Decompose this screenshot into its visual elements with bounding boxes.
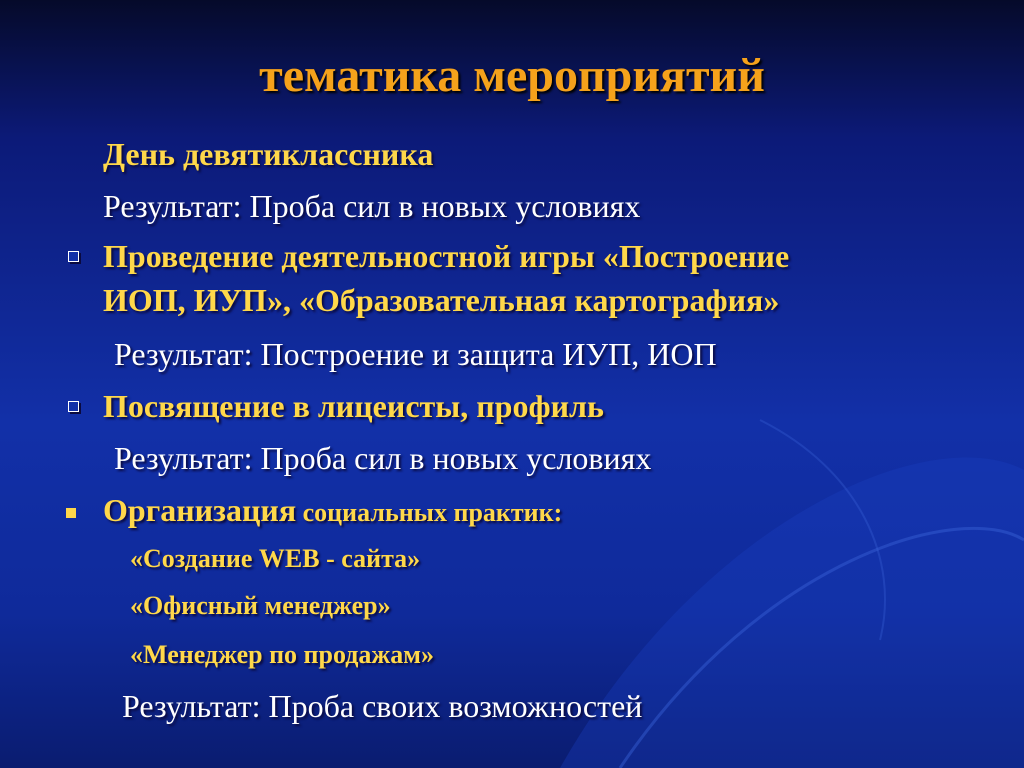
item-activity-game-line2: ИОП, ИУП», «Образовательная картография» [103,282,780,318]
result-line-3: Результат: Проба сил в новых условиях [114,440,652,476]
item-initiation: Посвящение в лицеисты, профиль [103,388,604,424]
organization-subheading: социальных практик: [296,498,563,527]
hollow-square-bullet-icon [68,401,79,412]
result-line-2: Результат: Построение и защита ИУП, ИОП [114,336,717,372]
item-activity-game-line1: Проведение деятельностной игры «Построение [103,238,790,274]
slide-title: тематика мероприятий [259,49,765,102]
practice-item-3: «Менеджер по продажам» [130,640,434,669]
practice-item-1: «Создание WEB - сайта» [130,544,421,573]
hollow-square-bullet-icon [68,251,79,262]
organization-heading: Организация [103,492,297,528]
item-day-ninth-grader: День девятиклассника [103,136,434,172]
practice-item-2: «Офисный менеджер» [130,591,391,620]
result-line-4: Результат: Проба своих возможностей [122,688,643,724]
filled-square-bullet-icon [66,508,76,518]
result-line-1: Результат: Проба сил в новых условиях [103,188,641,224]
item-organization [103,492,562,529]
